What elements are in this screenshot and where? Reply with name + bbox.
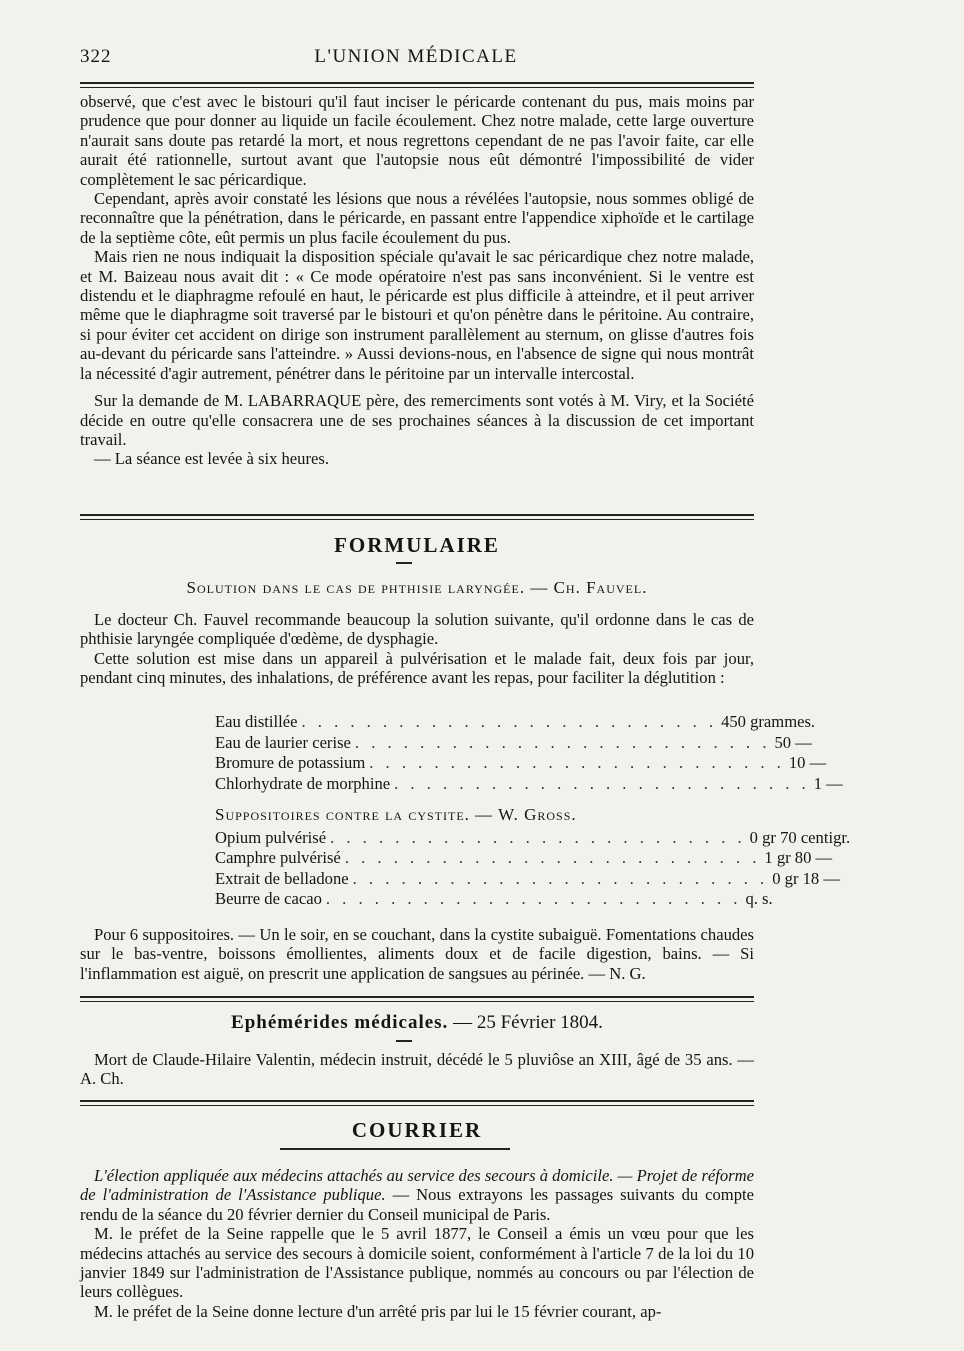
title-dash [396, 1040, 412, 1042]
ephemerides-heading: Ephémérides médicales. [231, 1012, 449, 1033]
leader-dots: . . . . . . . . . . . . . . . . . . . . . . . . . . [394, 773, 810, 793]
formulaire-subtitle: Solution dans le cas de phthisie laryngée. — Ch. Fauvel. [186, 578, 648, 597]
ingredient-name: Beurre de cacao [215, 889, 322, 908]
intro-paragraph: Cependant, après avoir constaté les lésions que nous a révélées l'autopsie, nous sommes obligé de reconnaître que la pénétration, dans le péricarde, en passant entre l'appendice xiphoïde et le cartilage de la septième côte, eût permis un plus facile écoulement du pus. [80, 189, 754, 247]
recipe-row [215, 773, 843, 795]
leader-dots: . . . . . . . . . . . . . . . . . . . . . . . . . . [325, 889, 742, 908]
recipe-row [215, 868, 840, 890]
leader-dots: . . . . . . . . . . . . . . . . . . . . . . . . . . [354, 732, 771, 752]
ingredient-name: Eau distillée [215, 712, 298, 731]
recipe-row [215, 827, 851, 849]
courrier-text [80, 1166, 754, 1321]
ephemerides-paragraph: Mort de Claude-Hilaire Valentin, médecin instruit, décédé le 5 pluviôse an XIII, âgé de 35 ans. — A. Ch. [80, 1050, 754, 1089]
intro-paragraph: observé, que c'est avec le bistouri qu'il faut inciser le péricarde contenant du pus, mais moins par prudence que pour donner au liquide un facile écoulement. Chez notre malade, cette large ouverture n'aurait sans doute pas retardé la mort, et nous regrettons cependant de ne pas l'avoir faite, car elle aurait été rationnelle, surtout avant que l'autopsie nous eût démontré l'impossibilité de vider complètement le sac péricardique. [80, 92, 754, 189]
ingredient-qty: 1 — [813, 773, 843, 793]
recipe-subtitle: Suppositoires contre la cystite. — W. Gross. [215, 805, 577, 824]
leader-dots: . . . . . . . . . . . . . . . . . . . . . . . . . . [330, 827, 746, 847]
formulaire-text [80, 610, 754, 688]
ingredient-qty: 450 grammes. [721, 712, 816, 731]
ingredient-qty: 50 — [774, 732, 812, 752]
formulaire-title: FORMULAIRE [334, 533, 500, 557]
ephemerides-text [80, 1050, 754, 1089]
leader-dots: . . . . . . . . . . . . . . . . . . . . . . . . . . [301, 712, 718, 731]
recipe-row [215, 712, 816, 733]
recipe-suppositoires [215, 805, 851, 910]
leader-dots: . . . . . . . . . . . . . . . . . . . . . . . . . . [344, 848, 761, 867]
ingredient-qty: 1 gr 80 — [764, 848, 833, 867]
ingredient-name: Eau de laurier cerise [215, 732, 351, 752]
courrier-lead-title: L'élection appliquée aux médecins attachés au service des secours à domicile. — Projet de réforme de l'administration de l'Assistance publique. [80, 1166, 754, 1205]
page-header [80, 46, 752, 76]
courrier-lead [80, 1166, 754, 1224]
ingredient-name: Opium pulvérisé [215, 827, 327, 847]
intro-paragraph: Sur la demande de M. LABARRAQUE père, des remerciments sont votés à M. Viry, et la Société décide en outre qu'elle consacrera une de ses prochaines séances à la discussion de cet important travail. [80, 391, 754, 449]
leader-dots: . . . . . . . . . . . . . . . . . . . . . . . . . . [352, 868, 769, 888]
page-number: 322 [80, 46, 112, 67]
recipe-row [215, 889, 773, 910]
leader-dots: . . . . . . . . . . . . . . . . . . . . . . . . . . [369, 753, 785, 772]
closing-paragraph: Pour 6 suppositoires. — Un le soir, en se couchant, dans la cystite subaiguë. Fomentations chaudes sur le bas-ventre, boissons émollientes, aliments doux et de facile digestion, bains. — Si l'inflammation est aiguë, on prescrit une application de sangsues au périnée. — N. G. [80, 925, 754, 983]
ingredient-name: Camphre pulvérisé [215, 848, 341, 867]
header-rule [80, 82, 754, 88]
title-underline [280, 1148, 510, 1150]
title-dash [396, 562, 412, 564]
recipe-row [215, 753, 827, 774]
ingredient-qty: q. s. [745, 889, 773, 908]
courrier-lead-rest: — Nous extrayons les passages suivants du compte rendu de la séance du 20 février dernier du Conseil municipal de Paris. [80, 1185, 754, 1224]
formulaire-paragraph: Cette solution est mise dans un appareil à pulvérisation et le malade fait, deux fois par jour, pendant cinq minutes, des inhalations, de préférence avant les repas, pour faciliter la déglutition : [80, 648, 754, 688]
recipe-row [215, 732, 812, 754]
ingredient-name: Extrait de belladone [215, 868, 349, 888]
ingredient-qty: 10 — [788, 753, 827, 772]
section-rule [80, 1100, 754, 1106]
ephemerides-title [80, 1012, 754, 1034]
ingredient-name: Chlorhydrate de morphine [215, 773, 391, 793]
ephemerides-date: — 25 Février 1804. [453, 1012, 603, 1033]
section-rule [80, 996, 754, 1002]
formulaire-closing [80, 925, 754, 983]
courrier-paragraph: M. le préfet de la Seine rappelle que le 5 avril 1877, le Conseil a émis un vœu pour que les médecins attachés au service des secours à domicile soient, conformément à l'article 7 de la loi du 10 janvier 1849 sur l'administration de l'Assistance publique, nommés au concours ou par l'élection de leurs collègues. [80, 1224, 754, 1302]
courrier-title: COURRIER [351, 1118, 483, 1142]
section-rule [80, 514, 754, 520]
intro-paragraph: Mais rien ne nous indiquait la disposition spéciale qu'avait le sac péricardique chez notre malade, et M. Baizeau nous avait dit : « Ce mode opératoire n'est pas sans inconvénient. Si le ventre est distendu et le diaphragme refoulé en haut, le péricarde est plus difficile à atteindre, et il peut arriver même que le diaphragme soit traversé par le bistouri et qu'on pénètre dans le péritoine. Au contraire, si pour éviter cet accident on dirige son instrument parallèlement au sternum, on glisse d'autres fois au-devant du péricarde sans l'atteindre. » Aussi devions-nous, en l'absence de signe qui nous montrât la nécessité d'agir autrement, pénétrer dans le péritoine par un intervalle intercostal. [80, 247, 754, 383]
ingredient-qty: 0 gr 70 centigr. [749, 827, 851, 847]
recipe-row [215, 848, 833, 869]
intro-text [80, 92, 754, 469]
formulaire-paragraph: Le docteur Ch. Fauvel recommande beaucoup la solution suivante, qu'il ordonne dans le cas de phthisie laryngée compliquée d'œdème, de dysphagie. [80, 610, 754, 649]
ingredient-qty: 0 gr 18 — [772, 868, 840, 888]
intro-paragraph: — La séance est levée à six heures. [94, 449, 329, 469]
ingredient-name: Bromure de potassium [215, 753, 366, 772]
running-title: L'UNION MÉDICALE [314, 46, 518, 67]
recipe-solution [215, 712, 843, 794]
courrier-paragraph: M. le préfet de la Seine donne lecture d'un arrêté pris par lui le 15 février courant, ap- [94, 1301, 662, 1321]
